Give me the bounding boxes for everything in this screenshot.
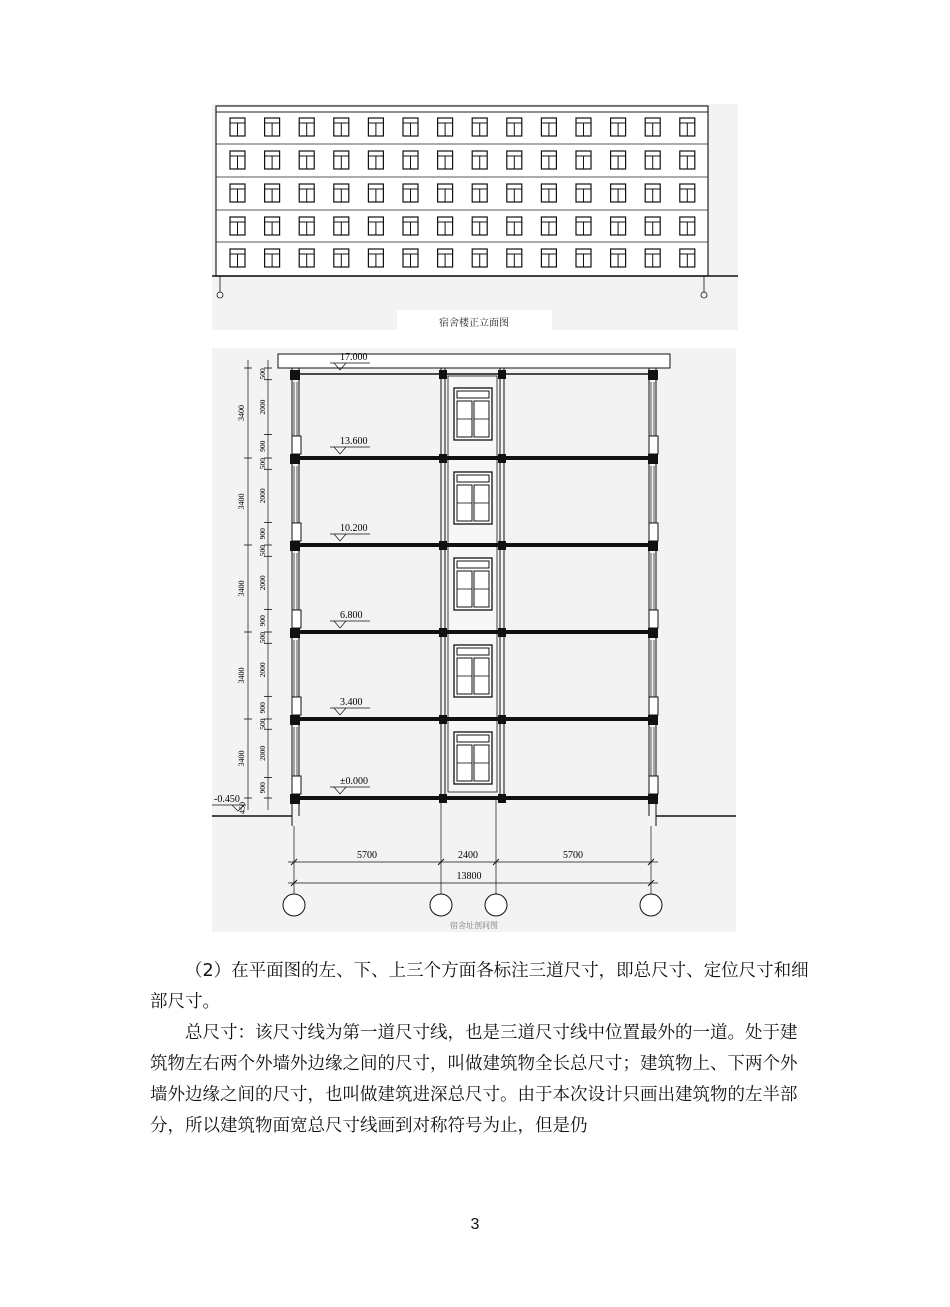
floor-height-dim: 3400 <box>237 405 246 421</box>
elevation-label: 6.800 <box>340 610 363 621</box>
span-dim-right: 5700 <box>563 850 583 861</box>
window-sill <box>649 697 658 715</box>
beam <box>439 454 447 463</box>
window-sill <box>649 610 658 628</box>
span-dim-corridor: 2400 <box>458 850 478 861</box>
beam <box>648 454 658 464</box>
floor-height-dim: 3400 <box>237 750 246 767</box>
beam <box>498 628 506 637</box>
beam <box>648 794 658 804</box>
elevation-label: 13.600 <box>340 436 368 447</box>
detail-dim: 500 <box>258 368 267 380</box>
elevation-label: ±0.000 <box>340 776 368 787</box>
detail-dim: 900 <box>258 615 267 627</box>
floor-height-dim: 3400 <box>237 493 246 510</box>
floor-slab <box>292 717 656 721</box>
beam <box>290 541 300 551</box>
corridor-window <box>454 732 492 784</box>
detail-dim: 2000 <box>258 399 267 415</box>
detail-dim: 900 <box>258 782 267 794</box>
axis-bubble <box>640 894 662 916</box>
floor-slab <box>292 796 656 800</box>
paragraph-total-dimension <box>150 1018 810 1142</box>
window-sill <box>649 523 658 541</box>
corridor-window <box>454 645 492 697</box>
detail-dim: 2000 <box>258 745 267 761</box>
corridor-window <box>454 388 492 440</box>
corridor-window <box>454 558 492 610</box>
ground-elevation-label: -0.450 <box>214 794 240 805</box>
beam <box>290 794 300 804</box>
beam <box>439 370 447 379</box>
floor-slab <box>292 630 656 634</box>
elevation-label: 17.000 <box>340 352 368 363</box>
beam <box>290 370 300 380</box>
beam <box>648 628 658 638</box>
window-sill <box>292 436 301 454</box>
paragraph-dimensioning <box>150 956 810 1018</box>
beam <box>498 715 506 724</box>
axis-bubble <box>283 894 305 916</box>
paragraph-2: 总尺寸：该尺寸线为第一道尺寸线，也是三道尺寸线中位置最外的一道。处于建筑物左右两个外墙外边缘之间的尺寸，叫做建筑物全长总尺寸；建筑物上、下两个外墙外边缘之间的尺寸，也叫做建筑进深总尺寸。由于本次设计只画出建筑物的左半部分，所以建筑物面宽总尺寸线画到对称符号为止，但是仍 <box>150 1023 798 1136</box>
detail-dim: 500 <box>258 718 267 730</box>
detail-dim: 900 <box>258 702 267 714</box>
beam <box>290 715 300 725</box>
elevation-figure <box>212 104 738 330</box>
floor-slab <box>292 456 656 460</box>
window-sill <box>292 697 301 715</box>
axis-bubble <box>485 894 507 916</box>
window-sill <box>649 776 658 794</box>
detail-dim: 2000 <box>258 575 267 591</box>
axis-bubble <box>430 894 452 916</box>
beam <box>439 715 447 724</box>
page-number: 3 <box>470 1216 480 1233</box>
floor-slab <box>292 543 656 547</box>
beam <box>439 628 447 637</box>
window-sill <box>292 610 301 628</box>
beam <box>648 541 658 551</box>
floor-height-dim: 3400 <box>237 667 246 684</box>
detail-dim: 900 <box>258 440 267 452</box>
window-sill <box>292 776 301 794</box>
beam <box>498 794 506 803</box>
window-sill <box>649 436 658 454</box>
detail-dim: 2000 <box>258 488 267 504</box>
detail-dim: 500 <box>258 545 267 557</box>
beam <box>439 541 447 550</box>
corridor-window <box>454 472 492 524</box>
beam <box>439 794 447 803</box>
section-drawing <box>212 348 736 932</box>
beam <box>498 370 506 379</box>
beam <box>498 454 506 463</box>
beam <box>498 541 506 550</box>
elevation-label: 10.200 <box>340 523 368 534</box>
ground-dim: 450 <box>238 802 247 814</box>
paragraph-1: （2）在平面图的左、下、上三个方面各标注三道尺寸，即总尺寸、定位尺寸和细部尺寸。 <box>150 961 809 1012</box>
detail-dim: 900 <box>258 528 267 540</box>
elevation-caption: 宿舍楼正立面图 <box>439 318 509 329</box>
total-dim: 13800 <box>456 871 482 882</box>
floor-height-dim: 3400 <box>237 580 246 597</box>
building-facade <box>216 106 708 276</box>
beam <box>290 454 300 464</box>
elevation-drawing <box>212 104 738 330</box>
detail-dim: 2000 <box>258 662 267 678</box>
section-figure <box>212 348 736 932</box>
detail-dim: 500 <box>258 632 267 644</box>
elevation-label: 3.400 <box>340 697 363 708</box>
beam <box>290 628 300 638</box>
span-dim-left: 5700 <box>357 850 377 861</box>
beam <box>648 715 658 725</box>
beam <box>648 370 658 380</box>
section-caption: 宿舍址剖间图 <box>450 921 498 930</box>
window-sill <box>292 523 301 541</box>
detail-dim: 500 <box>258 458 267 470</box>
